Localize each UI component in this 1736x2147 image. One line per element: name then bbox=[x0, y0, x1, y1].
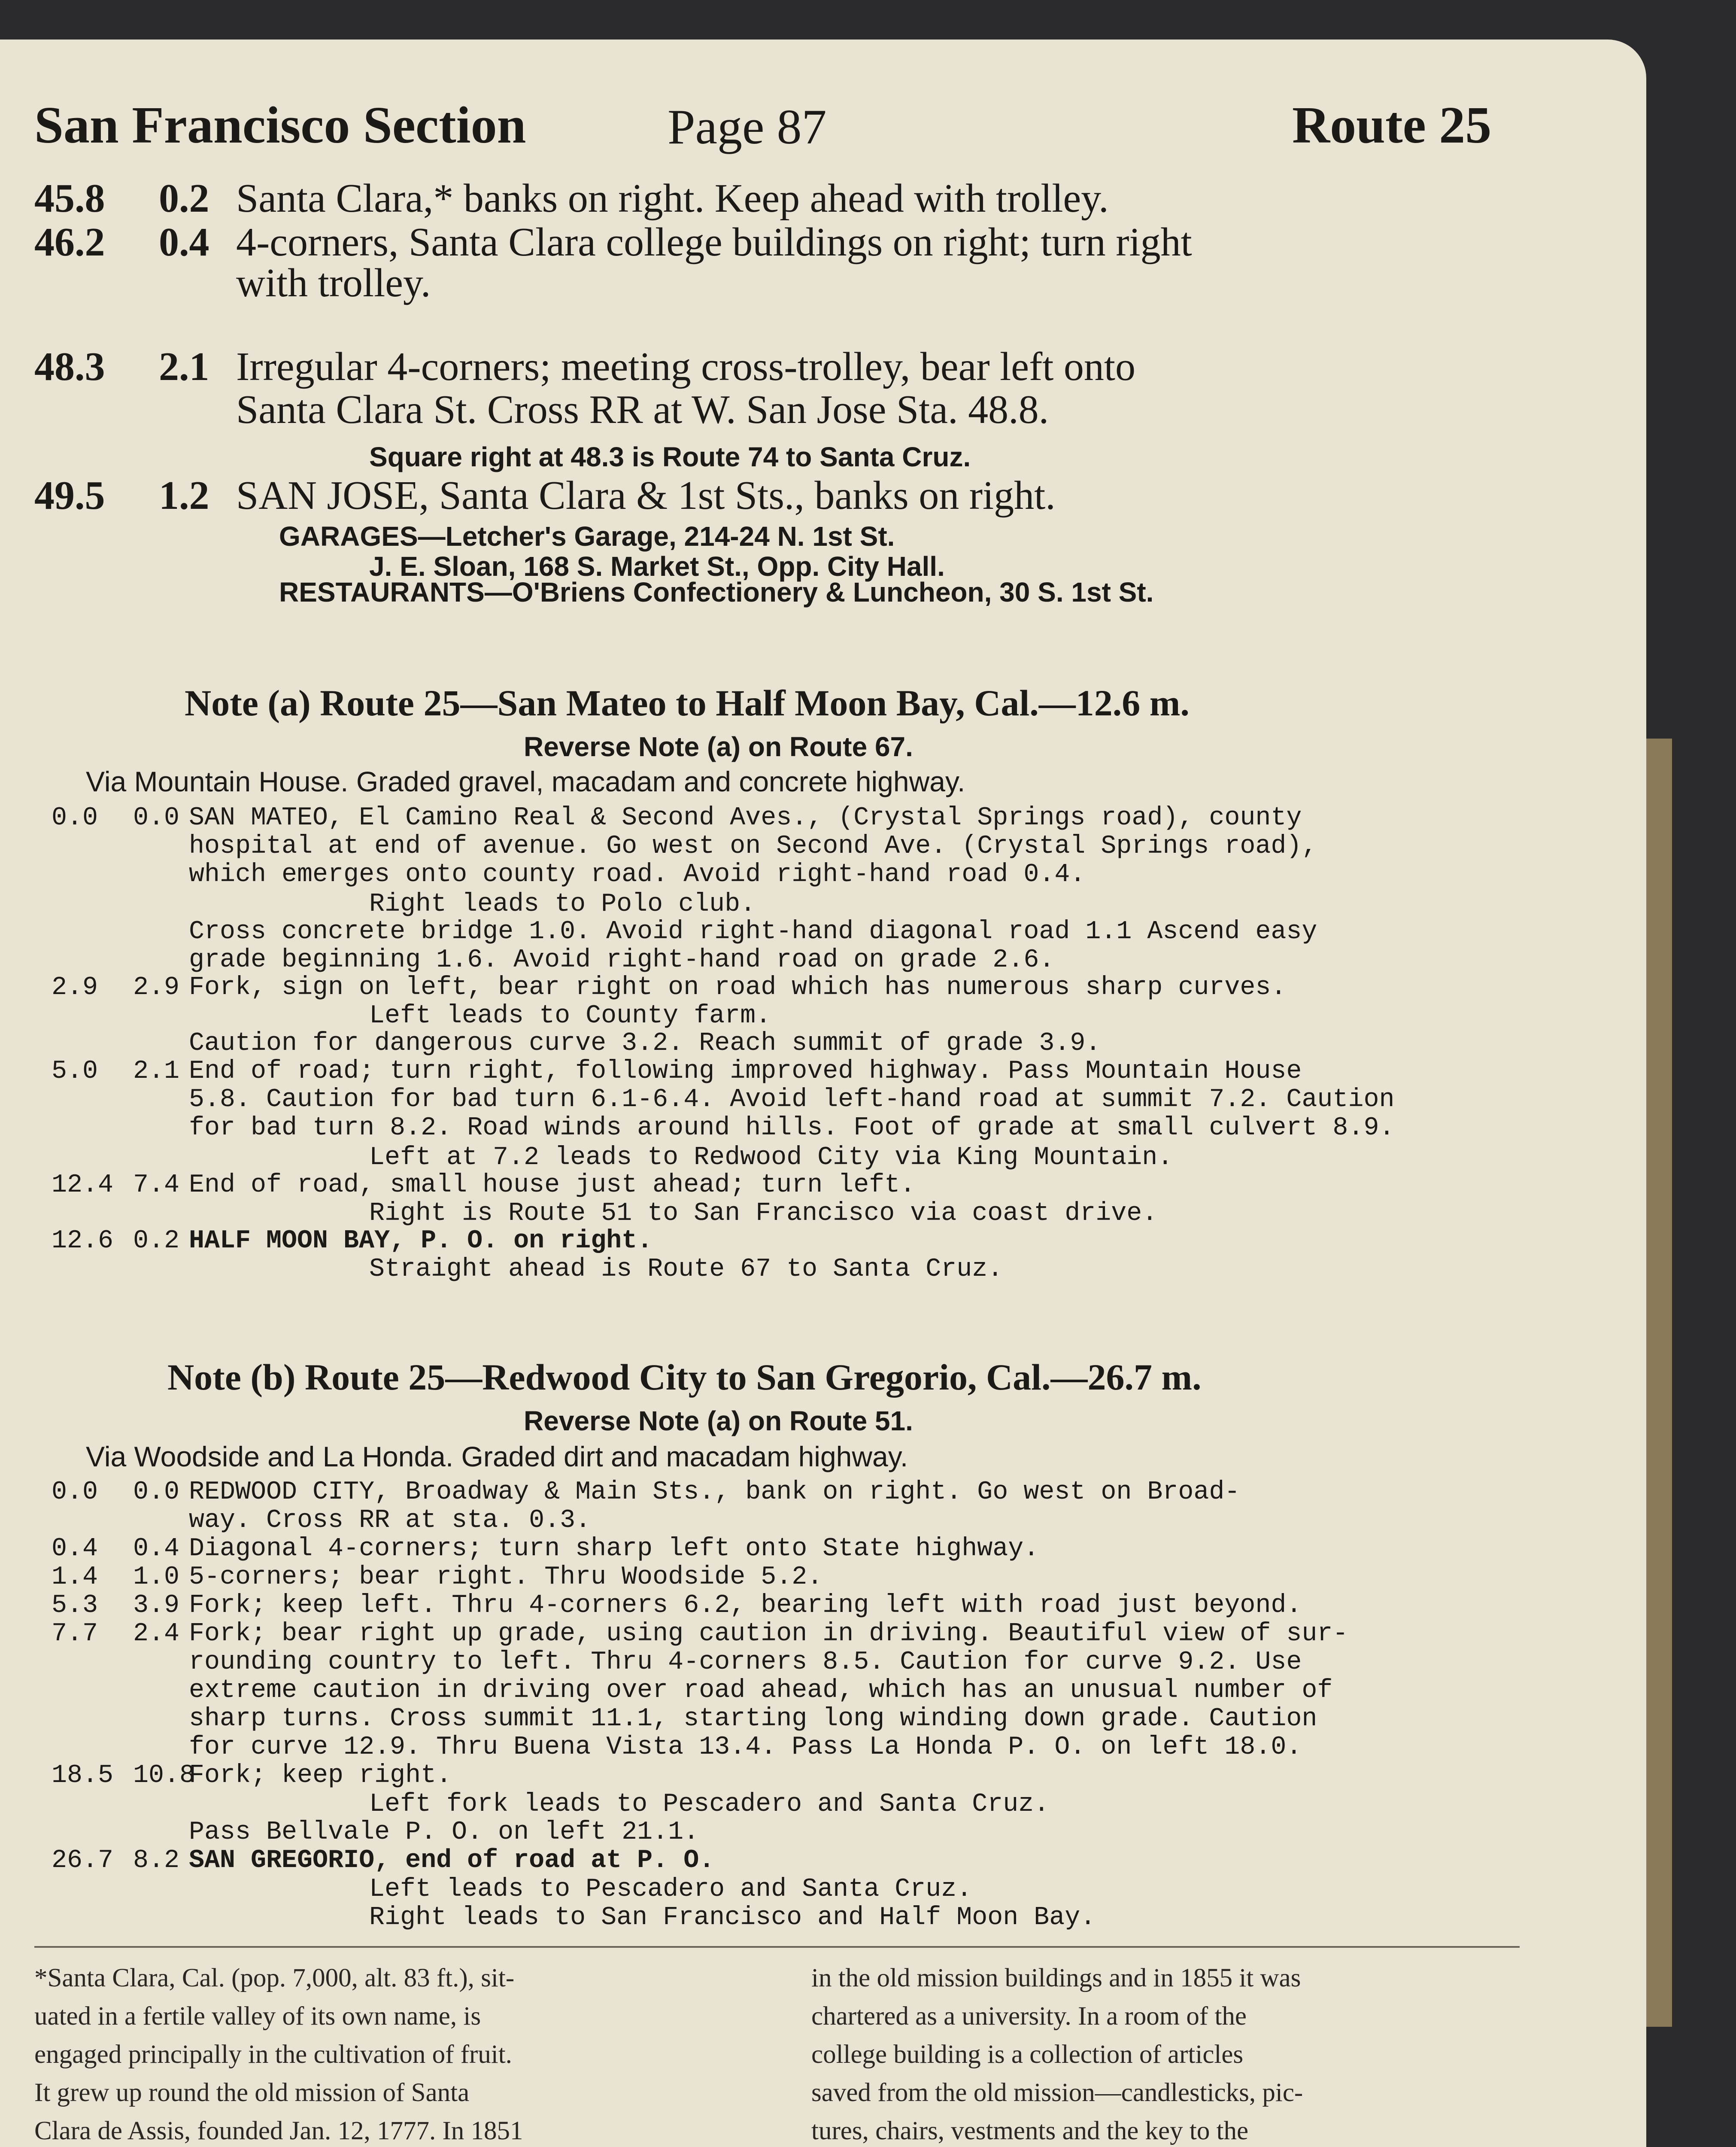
note-text: SAN MATEO, El Camino Real & Second Aves., (Crystal Springs road), county bbox=[189, 803, 1302, 833]
book-page bbox=[0, 40, 1646, 2147]
mileage-total: 48.3 bbox=[34, 344, 105, 389]
mileage-interval: 0.2 bbox=[159, 176, 209, 221]
note-text: REDWOOD CITY, Broadway & Main Sts., bank on right. Go west on Broad- bbox=[189, 1478, 1240, 1507]
note-branch: Left leads to Pescadero and Santa Cruz. bbox=[369, 1875, 972, 1904]
footnote-line: tures, chairs, vestments and the key to the bbox=[811, 2117, 1249, 2145]
footnote-line: engaged principally in the cultivation of fruit. bbox=[34, 2040, 512, 2069]
footnote-line: saved from the old mission—candlesticks, pic- bbox=[811, 2078, 1303, 2107]
mileage-total: 12.4 bbox=[52, 1171, 114, 1200]
footnote-line: in the old mission buildings and in 1855 it was bbox=[811, 1964, 1301, 1992]
note-text: Fork, sign on left, bear right on road which has numerous sharp curves. bbox=[189, 973, 1287, 1002]
mileage-total: 5.0 bbox=[52, 1057, 98, 1086]
route-text: Santa Clara,* banks on right. Keep ahead with trolley. bbox=[236, 176, 1109, 221]
note-text: Pass Bellvale P. O. on left 21.1. bbox=[189, 1818, 699, 1847]
note-branch: Right is Route 51 to San Francisco via coast drive. bbox=[369, 1199, 1158, 1228]
note-text: Fork; keep right. bbox=[189, 1761, 452, 1790]
note-text: which emerges onto county road. Avoid right-hand road 0.4. bbox=[189, 860, 1086, 889]
route-text: SAN JOSE, Santa Clara & 1st Sts., banks on right. bbox=[236, 473, 1056, 518]
note-branch: Right leads to San Francisco and Half Moon Bay. bbox=[369, 1903, 1096, 1932]
route-text: Santa Clara St. Cross RR at W. San Jose Sta. 48.8. bbox=[236, 387, 1049, 432]
note-text: Fork; keep left. Thru 4-corners 6.2, bearing left with road just beyond. bbox=[189, 1591, 1302, 1620]
page-number: Page 87 bbox=[668, 100, 827, 155]
mileage-interval: 2.1 bbox=[133, 1057, 180, 1086]
note-b-title: Note (b) Route 25—Redwood City to San Gregorio, Cal.—26.7 m. bbox=[167, 1356, 1202, 1398]
restaurants-line: RESTAURANTS—O'Briens Confectionery & Luncheon, 30 S. 1st St. bbox=[279, 577, 1154, 608]
footnote-line: chartered as a university. In a room of the bbox=[811, 2002, 1247, 2031]
note-text: End of road, small house just ahead; turn left. bbox=[189, 1171, 916, 1200]
mileage-total: 26.7 bbox=[52, 1846, 114, 1875]
mileage-total: 49.5 bbox=[34, 473, 105, 518]
mileage-interval: 1.2 bbox=[159, 473, 209, 518]
note-text: SAN GREGORIO, end of road at P. O. bbox=[189, 1846, 715, 1875]
route-text: with trolley. bbox=[236, 261, 431, 305]
note-text: way. Cross RR at sta. 0.3. bbox=[189, 1506, 591, 1535]
mileage-interval: 7.4 bbox=[133, 1171, 180, 1200]
mileage-total: 7.7 bbox=[52, 1619, 98, 1648]
mileage-total: 2.9 bbox=[52, 973, 98, 1002]
note-text: sharp turns. Cross summit 11.1, starting long winding down grade. Caution bbox=[189, 1704, 1317, 1733]
square-right-note: Square right at 48.3 is Route 74 to Santa Cruz. bbox=[369, 441, 971, 472]
footnote-line: *Santa Clara, Cal. (pop. 7,000, alt. 83 ft.), sit- bbox=[34, 1964, 515, 1992]
note-text: 5-corners; bear right. Thru Woodside 5.2. bbox=[189, 1563, 823, 1592]
note-a-title: Note (a) Route 25—San Mateo to Half Moon Bay, Cal.—12.6 m. bbox=[185, 682, 1190, 724]
mileage-interval: 1.0 bbox=[133, 1563, 180, 1592]
mileage-interval: 2.4 bbox=[133, 1619, 180, 1648]
mileage-interval: 0.4 bbox=[133, 1534, 180, 1563]
note-text: Caution for dangerous curve 3.2. Reach summit of grade 3.9. bbox=[189, 1029, 1101, 1058]
route-text: 4-corners, Santa Clara college buildings on right; turn right bbox=[236, 220, 1192, 265]
note-text: hospital at end of avenue. Go west on Second Ave. (Crystal Springs road), bbox=[189, 832, 1317, 861]
note-text: Cross concrete bridge 1.0. Avoid right-hand diagonal road 1.1 Ascend easy bbox=[189, 917, 1317, 946]
footnote-right bbox=[811, 1959, 1303, 2147]
mileage-total: 18.5 bbox=[52, 1761, 114, 1790]
note-branch: Left fork leads to Pescadero and Santa Cruz. bbox=[369, 1790, 1050, 1819]
note-a-via: Via Mountain House. Graded gravel, macadam and concrete highway. bbox=[86, 766, 965, 797]
mileage-interval: 2.9 bbox=[133, 973, 180, 1002]
mileage-total: 46.2 bbox=[34, 220, 105, 265]
route-text: Irregular 4-corners; meeting cross-trolley, bear left onto bbox=[236, 344, 1135, 389]
mileage-interval: 2.1 bbox=[159, 344, 209, 389]
mileage-interval: 3.9 bbox=[133, 1591, 180, 1620]
note-a-reverse: Reverse Note (a) on Route 67. bbox=[524, 731, 913, 762]
note-text: 5.8. Caution for bad turn 6.1-6.4. Avoid left-hand road at summit 7.2. Caution bbox=[189, 1085, 1395, 1114]
footnote-left bbox=[34, 1959, 523, 2147]
note-text: extreme caution in driving over road ahead, which has an unusual number of bbox=[189, 1676, 1333, 1705]
note-b-via: Via Woodside and La Honda. Graded dirt and macadam highway. bbox=[86, 1441, 908, 1472]
section-title: San Francisco Section bbox=[34, 96, 526, 154]
note-text: HALF MOON BAY, P. O. on right. bbox=[189, 1226, 653, 1256]
mileage-interval: 10.8 bbox=[133, 1761, 195, 1790]
note-text: Fork; bear right up grade, using caution in driving. Beautiful view of sur- bbox=[189, 1619, 1348, 1648]
footnote-line: Clara de Assis, founded Jan. 12, 1777. In 1851 bbox=[34, 2117, 523, 2145]
note-branch: Right leads to Polo club. bbox=[369, 890, 756, 919]
note-text: Diagonal 4-corners; turn sharp left onto State highway. bbox=[189, 1534, 1039, 1563]
footnote-line: uated in a fertile valley of its own name, is bbox=[34, 2002, 481, 2031]
mileage-total: 12.6 bbox=[52, 1226, 114, 1256]
mileage-interval: 8.2 bbox=[133, 1846, 180, 1875]
garages-line: GARAGES—Letcher's Garage, 214-24 N. 1st St. bbox=[279, 521, 895, 552]
note-text: for bad turn 8.2. Road winds around hills. Foot of grade at small culvert 8.9. bbox=[189, 1113, 1395, 1143]
page-edge bbox=[1646, 739, 1672, 2027]
mileage-total: 5.3 bbox=[52, 1591, 98, 1620]
mileage-total: 0.0 bbox=[52, 1478, 98, 1507]
note-branch: Left leads to County farm. bbox=[369, 1001, 771, 1031]
route-number: Route 25 bbox=[1292, 96, 1492, 154]
note-text: for curve 12.9. Thru Buena Vista 13.4. Pass La Honda P. O. on left 18.0. bbox=[189, 1733, 1302, 1762]
mileage-interval: 0.0 bbox=[133, 1478, 180, 1507]
divider bbox=[34, 1946, 1520, 1948]
mileage-total: 1.4 bbox=[52, 1563, 98, 1592]
mileage-total: 0.0 bbox=[52, 803, 98, 833]
garages-line: J. E. Sloan, 168 S. Market St., Opp. City Hall. bbox=[369, 551, 945, 582]
note-text: rounding country to left. Thru 4-corners 8.5. Caution for curve 9.2. Use bbox=[189, 1648, 1302, 1677]
footnote-line: It grew up round the old mission of Santa bbox=[34, 2078, 470, 2107]
note-branch: Straight ahead is Route 67 to Santa Cruz. bbox=[369, 1255, 1003, 1284]
note-branch: Left at 7.2 leads to Redwood City via King Mountain. bbox=[369, 1143, 1173, 1172]
mileage-interval: 0.0 bbox=[133, 803, 180, 833]
note-text: grade beginning 1.6. Avoid right-hand road on grade 2.6. bbox=[189, 946, 1055, 975]
footnote-line: college building is a collection of articles bbox=[811, 2040, 1244, 2069]
mileage-interval: 0.4 bbox=[159, 220, 209, 265]
mileage-total: 0.4 bbox=[52, 1534, 98, 1563]
mileage-interval: 0.2 bbox=[133, 1226, 180, 1256]
note-text: End of road; turn right, following improved highway. Pass Mountain House bbox=[189, 1057, 1302, 1086]
note-b-reverse: Reverse Note (a) on Route 51. bbox=[524, 1405, 913, 1436]
mileage-total: 45.8 bbox=[34, 176, 105, 221]
